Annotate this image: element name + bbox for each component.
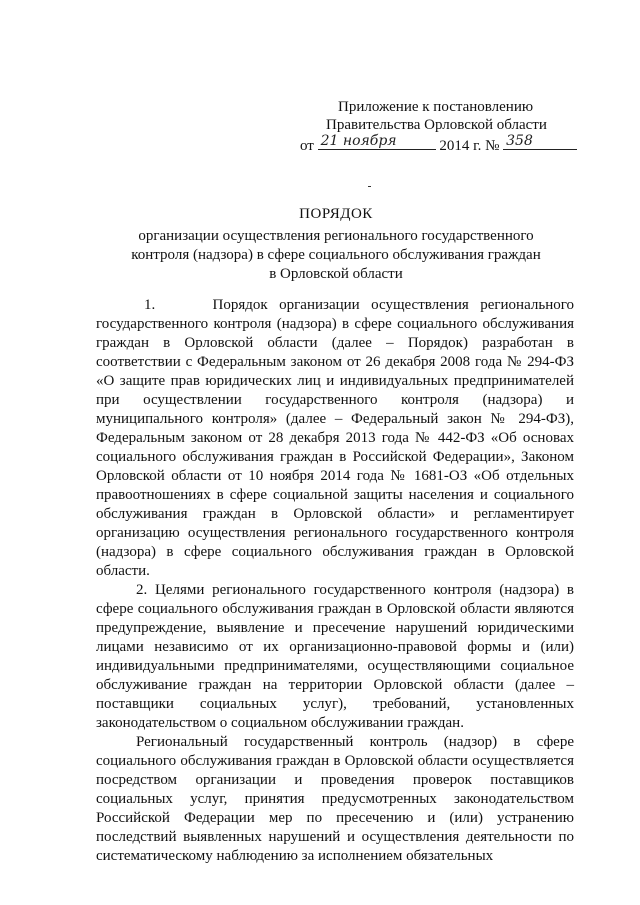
number-blank [503, 134, 577, 150]
year-text: 2014 г. № [439, 138, 500, 154]
small-dash-mark [368, 186, 371, 187]
document-header [300, 98, 577, 155]
date-prefix: от [300, 138, 314, 154]
header-date-line [300, 134, 577, 155]
title-heading: ПОРЯДОК [299, 206, 373, 222]
document-title [96, 205, 576, 284]
title-subtitle-3: в Орловской области [269, 266, 403, 282]
paragraph-1: 1. Порядок организации осуществления регионального государственного контроля (надзора) в сфере социального обслуживания граждан в Орловской области (далее – Порядок) разработан в соответствии с Федеральным законом от 26 декабря 2008 года № 294-ФЗ «О защите прав юридических лиц и индивидуальных предпринимателей при осуществлении государственного контроля (надзора) и муниципального контроля» (далее – Федеральный закон № 294-ФЗ), Федеральным законом от 28 декабря 2013 года № 442-ФЗ «Об основах социального обслуживания граждан в Российской Федерации», Законом Орловской области от 10 ноября 2014 года № 1681-ОЗ «Об отдельных правоотношениях в сфере социальной защиты населения и социального обслуживания граждан в Орловской области» и регламентирует организацию осуществления регионального государственного контроля (надзора) в сфере социального обслуживания граждан в Орловской области. [96, 297, 574, 579]
document-body [96, 296, 574, 866]
title-subtitle-1: организации осуществления регионального государственного [138, 228, 534, 244]
title-subtitle-2: контроля (надзора) в сфере социального обслуживания граждан [131, 247, 541, 263]
header-line-1: Приложение к постановлению [338, 99, 534, 115]
paragraph-3: Региональный государственный контроль (надзор) в сфере социального обслуживания граждан в Орловской области осуществляется посредством организации и проведения проверок поставщиков социальных услуг, принятия предусмотренных законодательством Российской Федерации мер по пресечению и (или) устранению последствий выявленных нарушений и осуществления деятельности по систематическому наблюдению за исполнением обязательных [96, 734, 574, 864]
header-line-2: Правительства Орловской области [326, 117, 547, 133]
handwritten-number: 358 [506, 133, 533, 149]
handwritten-date: 21 ноября [320, 133, 397, 149]
date-blank [318, 134, 436, 150]
paragraph-2: 2. Целями регионального государственного контроля (надзора) в сфере социального обслуживания граждан в Орловской области являются предупреждение, выявление и пресечение нарушений юридическими лицами независимо от их организационно-правовой формы и (или) индивидуальными предпринимателями, осуществляющими социальное обслуживание граждан на территории Орловской области (далее – поставщики социальных услуг), требований, установленных законодательством о социальном обслуживании граждан. [96, 582, 574, 731]
